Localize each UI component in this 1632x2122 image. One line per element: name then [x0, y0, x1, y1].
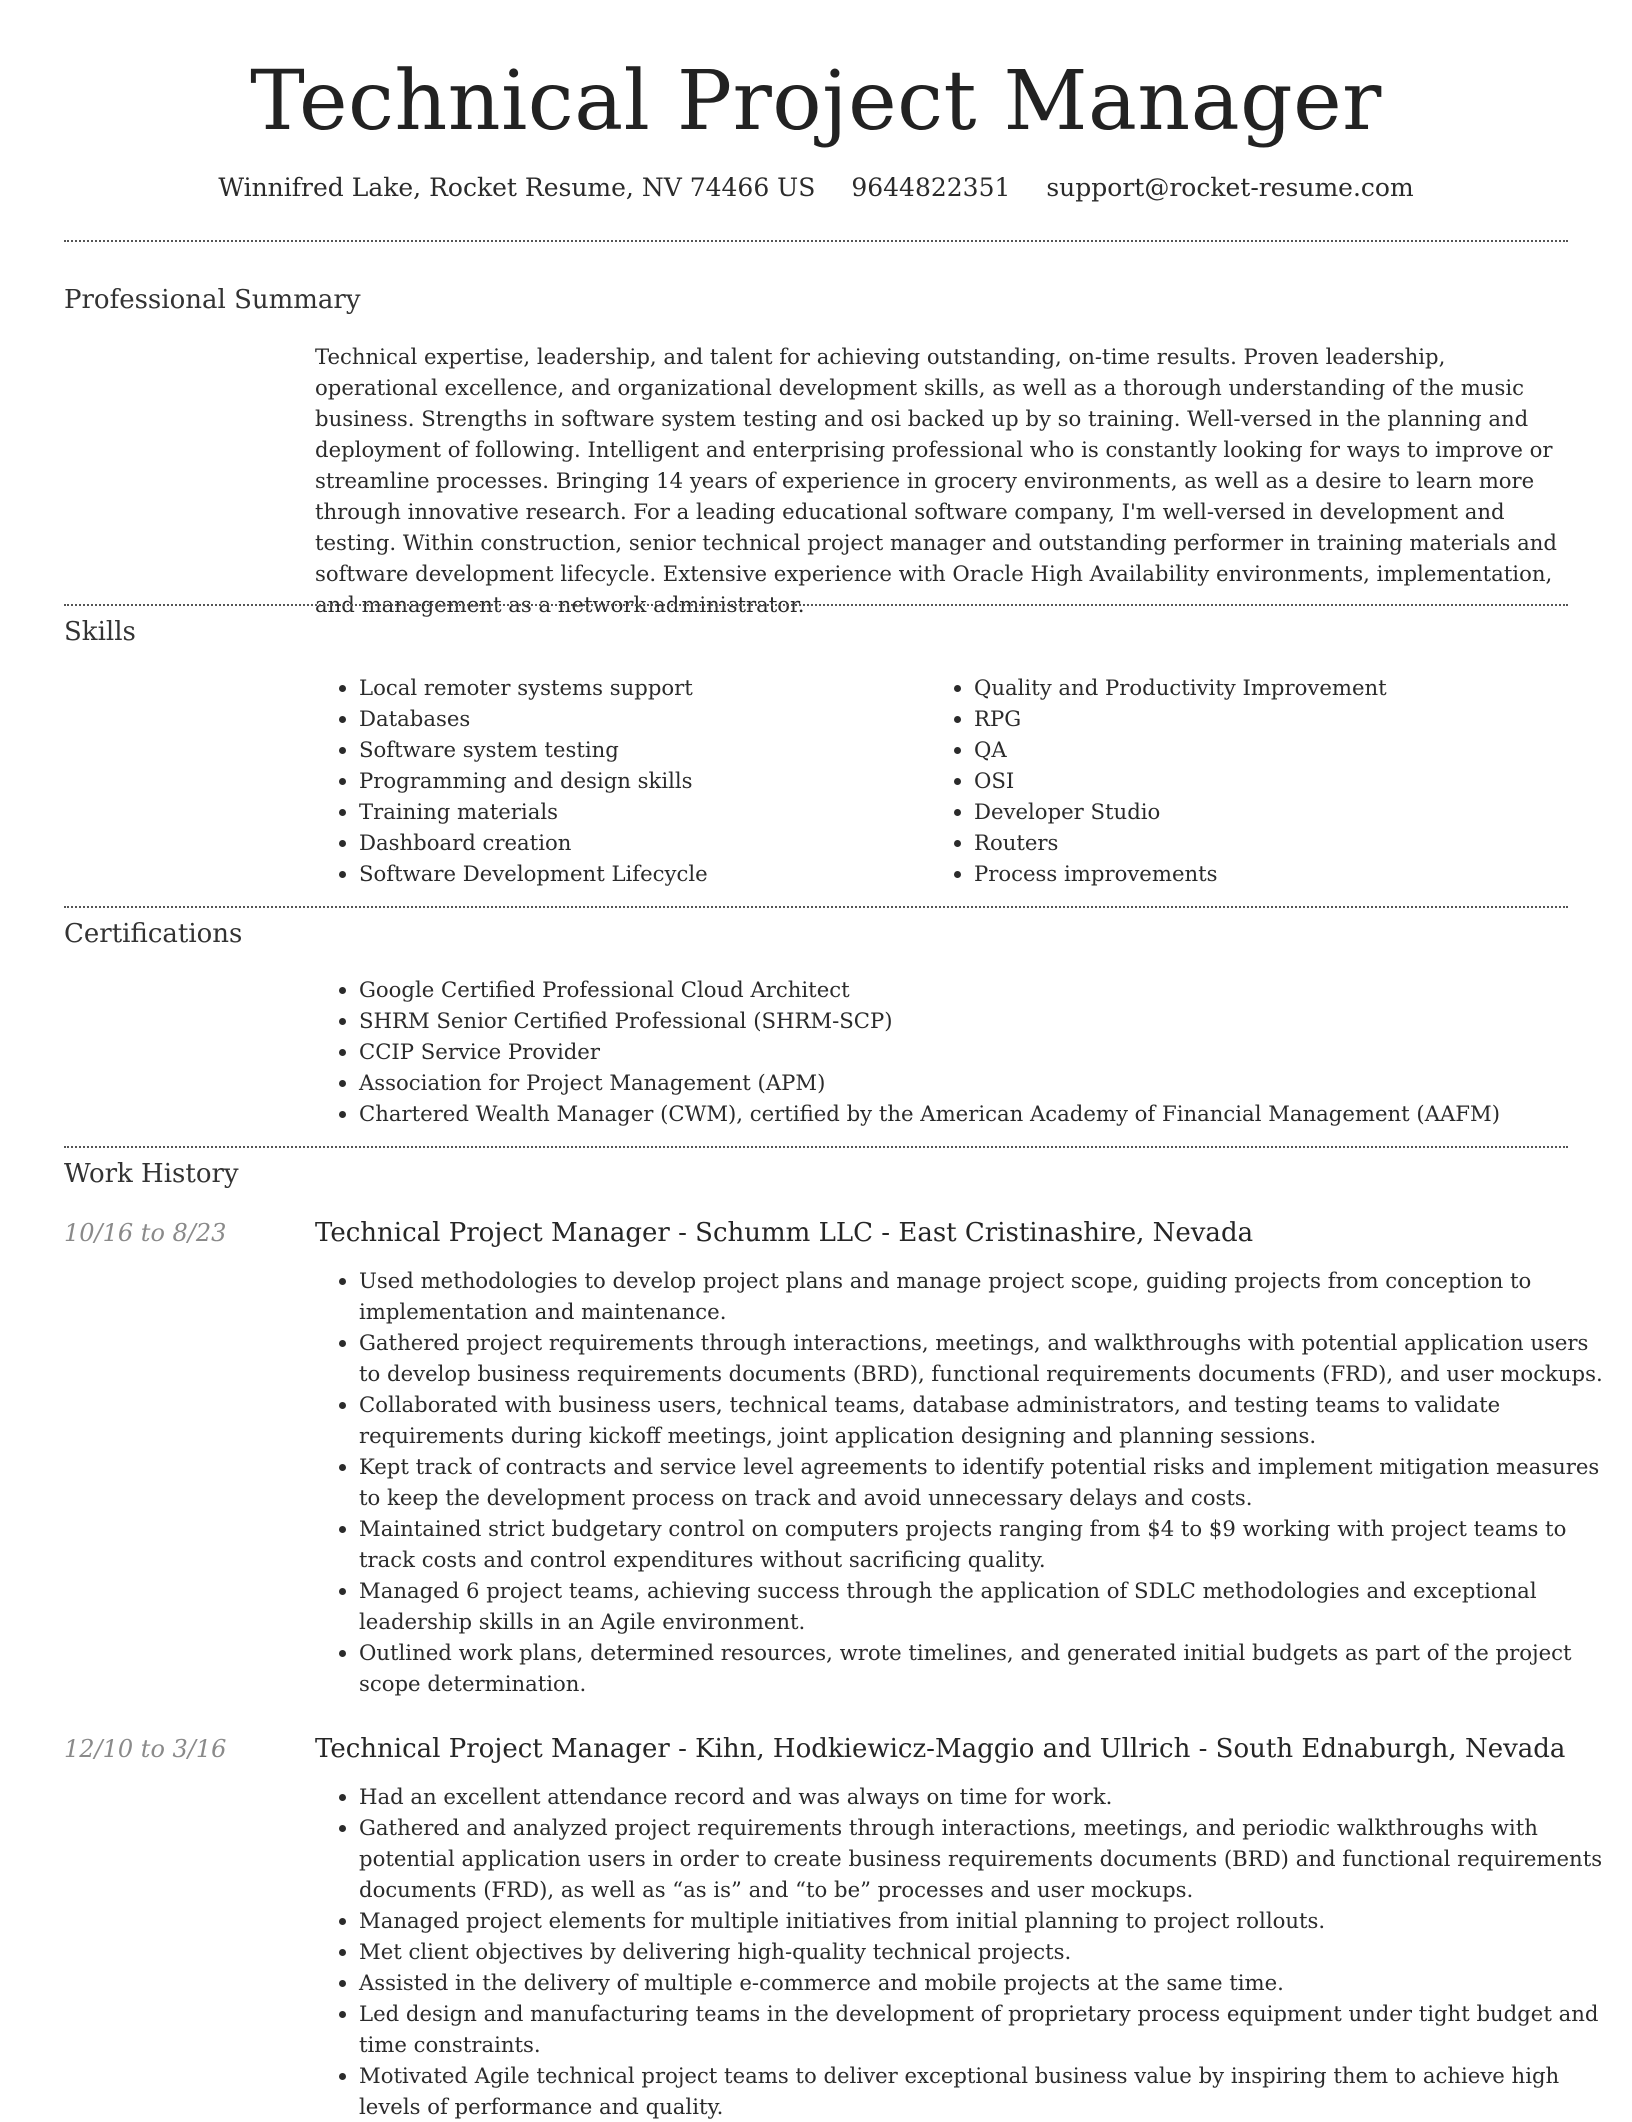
- certifications-list: [315, 974, 1612, 1129]
- divider: [64, 604, 1568, 606]
- divider: [64, 1146, 1568, 1148]
- job-bullet: • Gathered project requirements through interactions, meetings, and walkthroughs with potential application users to develop business requirements documents (BRD), functional requirements documents (FRD), and user mockups.: [359, 1327, 1612, 1389]
- skill-item: • Routers: [974, 827, 1594, 858]
- divider: [64, 240, 1568, 242]
- skill-item: • RPG: [974, 703, 1594, 734]
- job-bullet: • Maintained strict budgetary control on computers projects ranging from $4 to $9 working with project teams to track costs and control expenditures without sacrificing quality.: [359, 1513, 1612, 1575]
- job-bullet: • Collaborated with business users, technical teams, database administrators, and testing teams to validate requirements during kickoff meetings, joint application designing and planning sessions.: [359, 1389, 1612, 1451]
- job-bullets: [315, 1265, 1612, 1699]
- job-bullet: • Led design and manufacturing teams in the development of proprietary process equipment under tight budget and time constraints.: [359, 1998, 1612, 2060]
- skill-item: • Programming and design skills: [359, 765, 919, 796]
- skill-item: • Training materials: [359, 796, 919, 827]
- job-bullet: • Gathered and analyzed project requirements through interactions, meetings, and periodic walkthroughs with potential application users in order to create business requirements documents (BRD) and functional requirements documents (FRD), as well as “as is” and “to be” processes and user mockups.: [359, 1812, 1612, 1905]
- skill-item: • Software Development Lifecycle: [359, 858, 919, 889]
- summary-heading: Professional Summary: [64, 285, 361, 315]
- certification-item: • SHRM Senior Certified Professional (SHRM-SCP): [359, 1005, 1612, 1036]
- job-dates: 12/10 to 3/16: [64, 1735, 227, 1763]
- skill-item: • QA: [974, 734, 1594, 765]
- contact-line: [0, 170, 1632, 206]
- contact-address: Winnifred Lake, Rocket Resume, NV 74466 US: [218, 173, 816, 202]
- skill-item: • Developer Studio: [974, 796, 1594, 827]
- job-bullet: • Managed 6 project teams, achieving success through the application of SDLC methodologies and exceptional leadership skills in an Agile environment.: [359, 1575, 1612, 1637]
- job-bullet: • Used methodologies to develop project plans and manage project scope, guiding projects from conception to implementation and maintenance.: [359, 1265, 1612, 1327]
- job-bullet: • Outlined work plans, determined resources, wrote timelines, and generated initial budgets as part of the project scope determination.: [359, 1637, 1612, 1699]
- contact-email: support@rocket-resume.com: [1046, 173, 1414, 202]
- skill-item: • OSI: [974, 765, 1594, 796]
- job-bullets: [315, 1781, 1612, 2122]
- divider: [64, 906, 1568, 908]
- job-dates: 10/16 to 8/23: [64, 1219, 227, 1247]
- job-bullet: • Kept track of contracts and service level agreements to identify potential risks and implement mitigation measures to keep the development process on track and avoid unnecessary delays and costs.: [359, 1451, 1612, 1513]
- certification-item: • Association for Project Management (APM): [359, 1067, 1612, 1098]
- certifications-heading: Certifications: [64, 919, 243, 949]
- skill-item: • Local remoter systems support: [359, 672, 919, 703]
- certification-item: • Google Certified Professional Cloud Architect: [359, 974, 1612, 1005]
- skills-heading: Skills: [64, 617, 136, 647]
- skill-item: • Quality and Productivity Improvement: [974, 672, 1594, 703]
- job-title: Technical Project Manager - Schumm LLC - East Cristinashire, Nevada: [315, 1218, 1254, 1248]
- job-bullet: • Motivated Agile technical project teams to deliver exceptional business value by inspiring them to achieve high levels of performance and quality.: [359, 2060, 1612, 2122]
- job-bullet: • Assisted in the delivery of multiple e-commerce and mobile projects at the same time.: [359, 1967, 1612, 1998]
- job-bullet: • Met client objectives by delivering high-quality technical projects.: [359, 1936, 1612, 1967]
- job-bullet: • Had an excellent attendance record and was always on time for work.: [359, 1781, 1612, 1812]
- job-bullet: • Managed project elements for multiple initiatives from initial planning to project rollouts.: [359, 1905, 1612, 1936]
- skill-item: • Process improvements: [974, 858, 1594, 889]
- contact-phone: 9644822351: [851, 173, 1011, 202]
- skill-item: • Software system testing: [359, 734, 919, 765]
- job-title: Technical Project Manager - Kihn, Hodkiewicz-Maggio and Ullrich - South Ednaburgh, Nevada: [315, 1734, 1566, 1764]
- summary-text: Technical expertise, leadership, and talent for achieving outstanding, on-time results. Proven leadership, operational excellence, and organizational development skills, as well as a thorough understanding of the music business. Strengths in software system testing and osi backed up by so training. Well-versed in the planning and deployment of following. Intelligent and enterprising professional who is constantly looking for ways to improve or streamline processes. Bringing 14 years of experience in grocery environments, as well as a desire to learn more through innovative research. For a leading educational software company, I'm well-versed in development and testing. Within construction, senior technical project manager and outstanding performer in training materials and software development lifecycle. Extensive experience with Oracle High Availability environments, implementation, and management as a network administrator.: [315, 344, 1557, 617]
- skills-list-left: [315, 672, 919, 889]
- skills-list-right: [930, 672, 1594, 889]
- work-history-heading: Work History: [64, 1159, 239, 1189]
- skill-item: • Databases: [359, 703, 919, 734]
- certification-item: • CCIP Service Provider: [359, 1036, 1612, 1067]
- certification-item: • Chartered Wealth Manager (CWM), certified by the American Academy of Financial Management (AAFM): [359, 1098, 1612, 1129]
- resume-title: Technical Project Manager: [250, 54, 1382, 149]
- skill-item: • Dashboard creation: [359, 827, 919, 858]
